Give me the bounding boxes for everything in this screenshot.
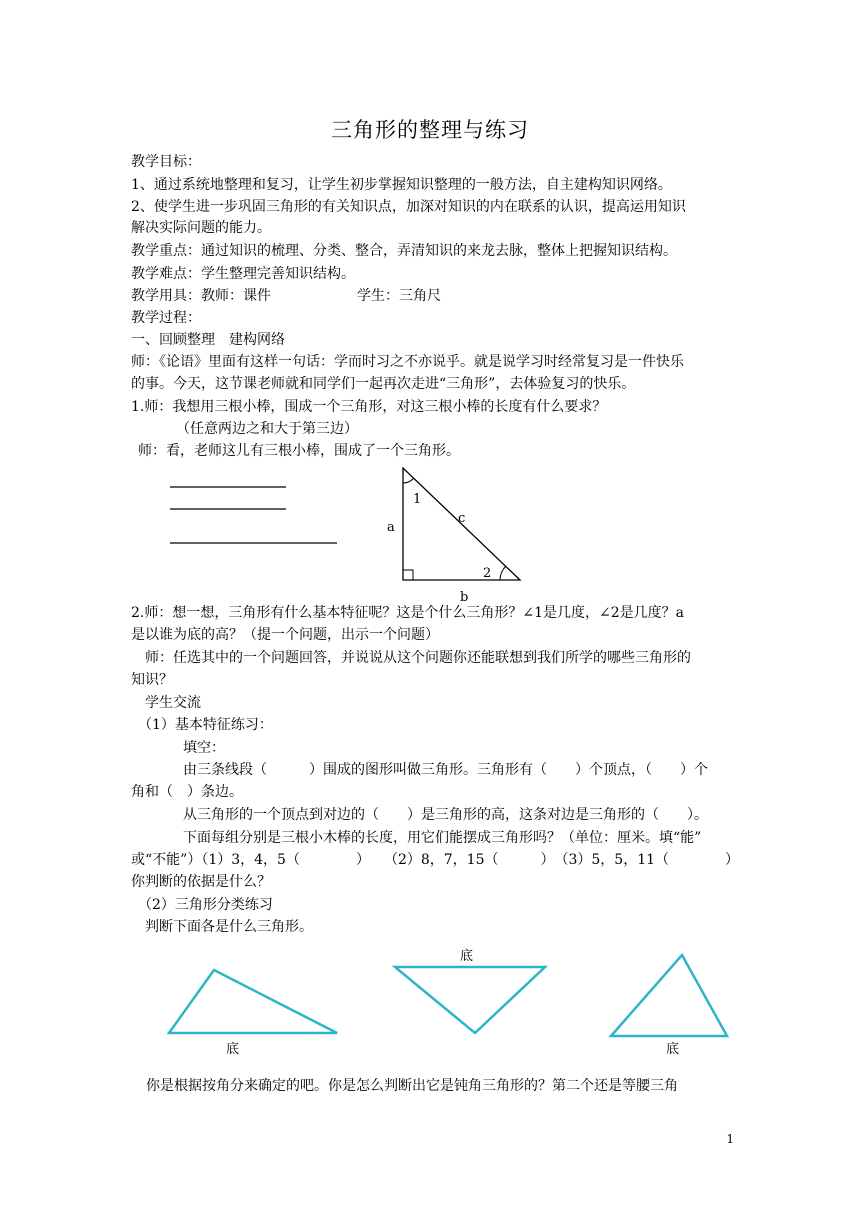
fill-1-line2: 角和（ ）条边。 xyxy=(131,784,243,800)
base-label-2: 底 xyxy=(460,949,474,964)
intro-line1: 师：《论语》里面有这样一句话：学而时习之不亦说乎。就是说学习时经常复习是一件快乐 xyxy=(131,354,684,370)
acute-triangle xyxy=(611,955,727,1036)
process-heading: 教学过程： xyxy=(131,310,201,326)
question-2-line4: 知识？ xyxy=(131,672,173,688)
fill-1-line1: 由三条线段（ ）围成的图形叫做三角形。三角形有（ ）个顶点，（ ）个 xyxy=(183,762,708,778)
inverted-triangle xyxy=(395,967,545,1033)
goal-2-line2: 解决实际问题的能力。 xyxy=(131,220,271,236)
obtuse-triangle xyxy=(169,970,337,1033)
sticks-and-triangle-figure xyxy=(160,465,540,605)
fill-3-line2: 或“不能”）（1）3，4，5（ ） （2）8，7，15（ ） （3）5，5，11（ ） xyxy=(131,852,740,868)
fill-in-heading: 填空： xyxy=(183,740,225,756)
question-1-look: 师：看，老师这儿有三根小棒，围成了一个三角形。 xyxy=(138,443,460,459)
difficult-point: 教学难点：学生整理完善知识结构。 xyxy=(131,266,355,282)
fill-2: 从三角形的一个顶点到对边的（ ）是三角形的高，这条对边是三角形的（ ）。 xyxy=(183,807,708,823)
goal-heading: 教学目标： xyxy=(131,154,201,170)
side-c-label: c xyxy=(458,511,466,526)
question-2-line2: 是以谁为底的高？（提一个问题，出示一个问题） xyxy=(131,627,439,643)
tools-teacher: 教学用具：教师：课件 xyxy=(131,288,271,304)
fill-3-line1: 下面每组分别是三根小木棒的长度，用它们能摆成三角形吗？（单位：厘米。填“能” xyxy=(183,830,702,846)
question-1-answer: （任意两边之和大于第三边） xyxy=(176,421,358,437)
intro-line2: 的事。今天，这节课老师就和同学们一起再次走进“三角形”，去体验复习的快乐。 xyxy=(131,376,636,392)
base-label-3: 底 xyxy=(666,1042,680,1057)
goal-2-line1: 2、使学生进一步巩固三角形的有关知识点，加深对知识的内在联系的认识，提高运用知识 xyxy=(131,199,686,215)
part-1-heading: （1）基本特征练习： xyxy=(138,717,273,733)
classification-triangles-figure xyxy=(160,940,740,1060)
part-2-heading: （2）三角形分类练习 xyxy=(138,897,273,913)
side-a-label: a xyxy=(387,520,395,535)
angle-2-arc xyxy=(500,566,506,580)
base-label-1: 底 xyxy=(226,1042,240,1057)
page-title: 三角形的整理与练习 xyxy=(331,118,529,142)
key-point: 教学重点：通过知识的梳理、分类、整合，弄清知识的来龙去脉，整体上把握知识结构。 xyxy=(131,243,677,259)
right-angle-mark xyxy=(403,570,413,580)
bottom-paragraph: 你是根据按角分来确定的吧。你是怎么判断出它是钝角三角形的？第二个还是等腰三角 xyxy=(146,1078,678,1094)
student-exchange: 学生交流 xyxy=(145,695,201,711)
fill-3-line3: 你判断的依据是什么？ xyxy=(131,874,271,890)
angle-1-arc xyxy=(403,479,414,484)
tools-student: 学生：三角尺 xyxy=(357,288,441,304)
question-2-line1: 2.师：想一想，三角形有什么基本特征呢？这是个什么三角形？∠1是几度，∠2是几度？a xyxy=(131,605,684,621)
question-1: 1.师：我想用三根小棒，围成一个三角形，对这三根小棒的长度有什么要求？ xyxy=(131,399,607,415)
section-1-heading: 一、回顾整理 建构网络 xyxy=(131,332,285,348)
page-number: 1 xyxy=(726,1132,734,1146)
angle-2-label: 2 xyxy=(483,566,492,581)
side-b-label: b xyxy=(460,590,469,605)
question-2-line3: 师：任选其中的一个问题回答，并说说从这个问题你还能联想到我们所学的哪些三角形的 xyxy=(145,650,691,666)
goal-1: 1、通过系统地整理和复习，让学生初步掌握知识整理的一般方法，自主建构知识网络。 xyxy=(131,177,672,193)
angle-1-label: 1 xyxy=(413,492,422,507)
judge-prompt: 判断下面各是什么三角形。 xyxy=(145,919,313,935)
